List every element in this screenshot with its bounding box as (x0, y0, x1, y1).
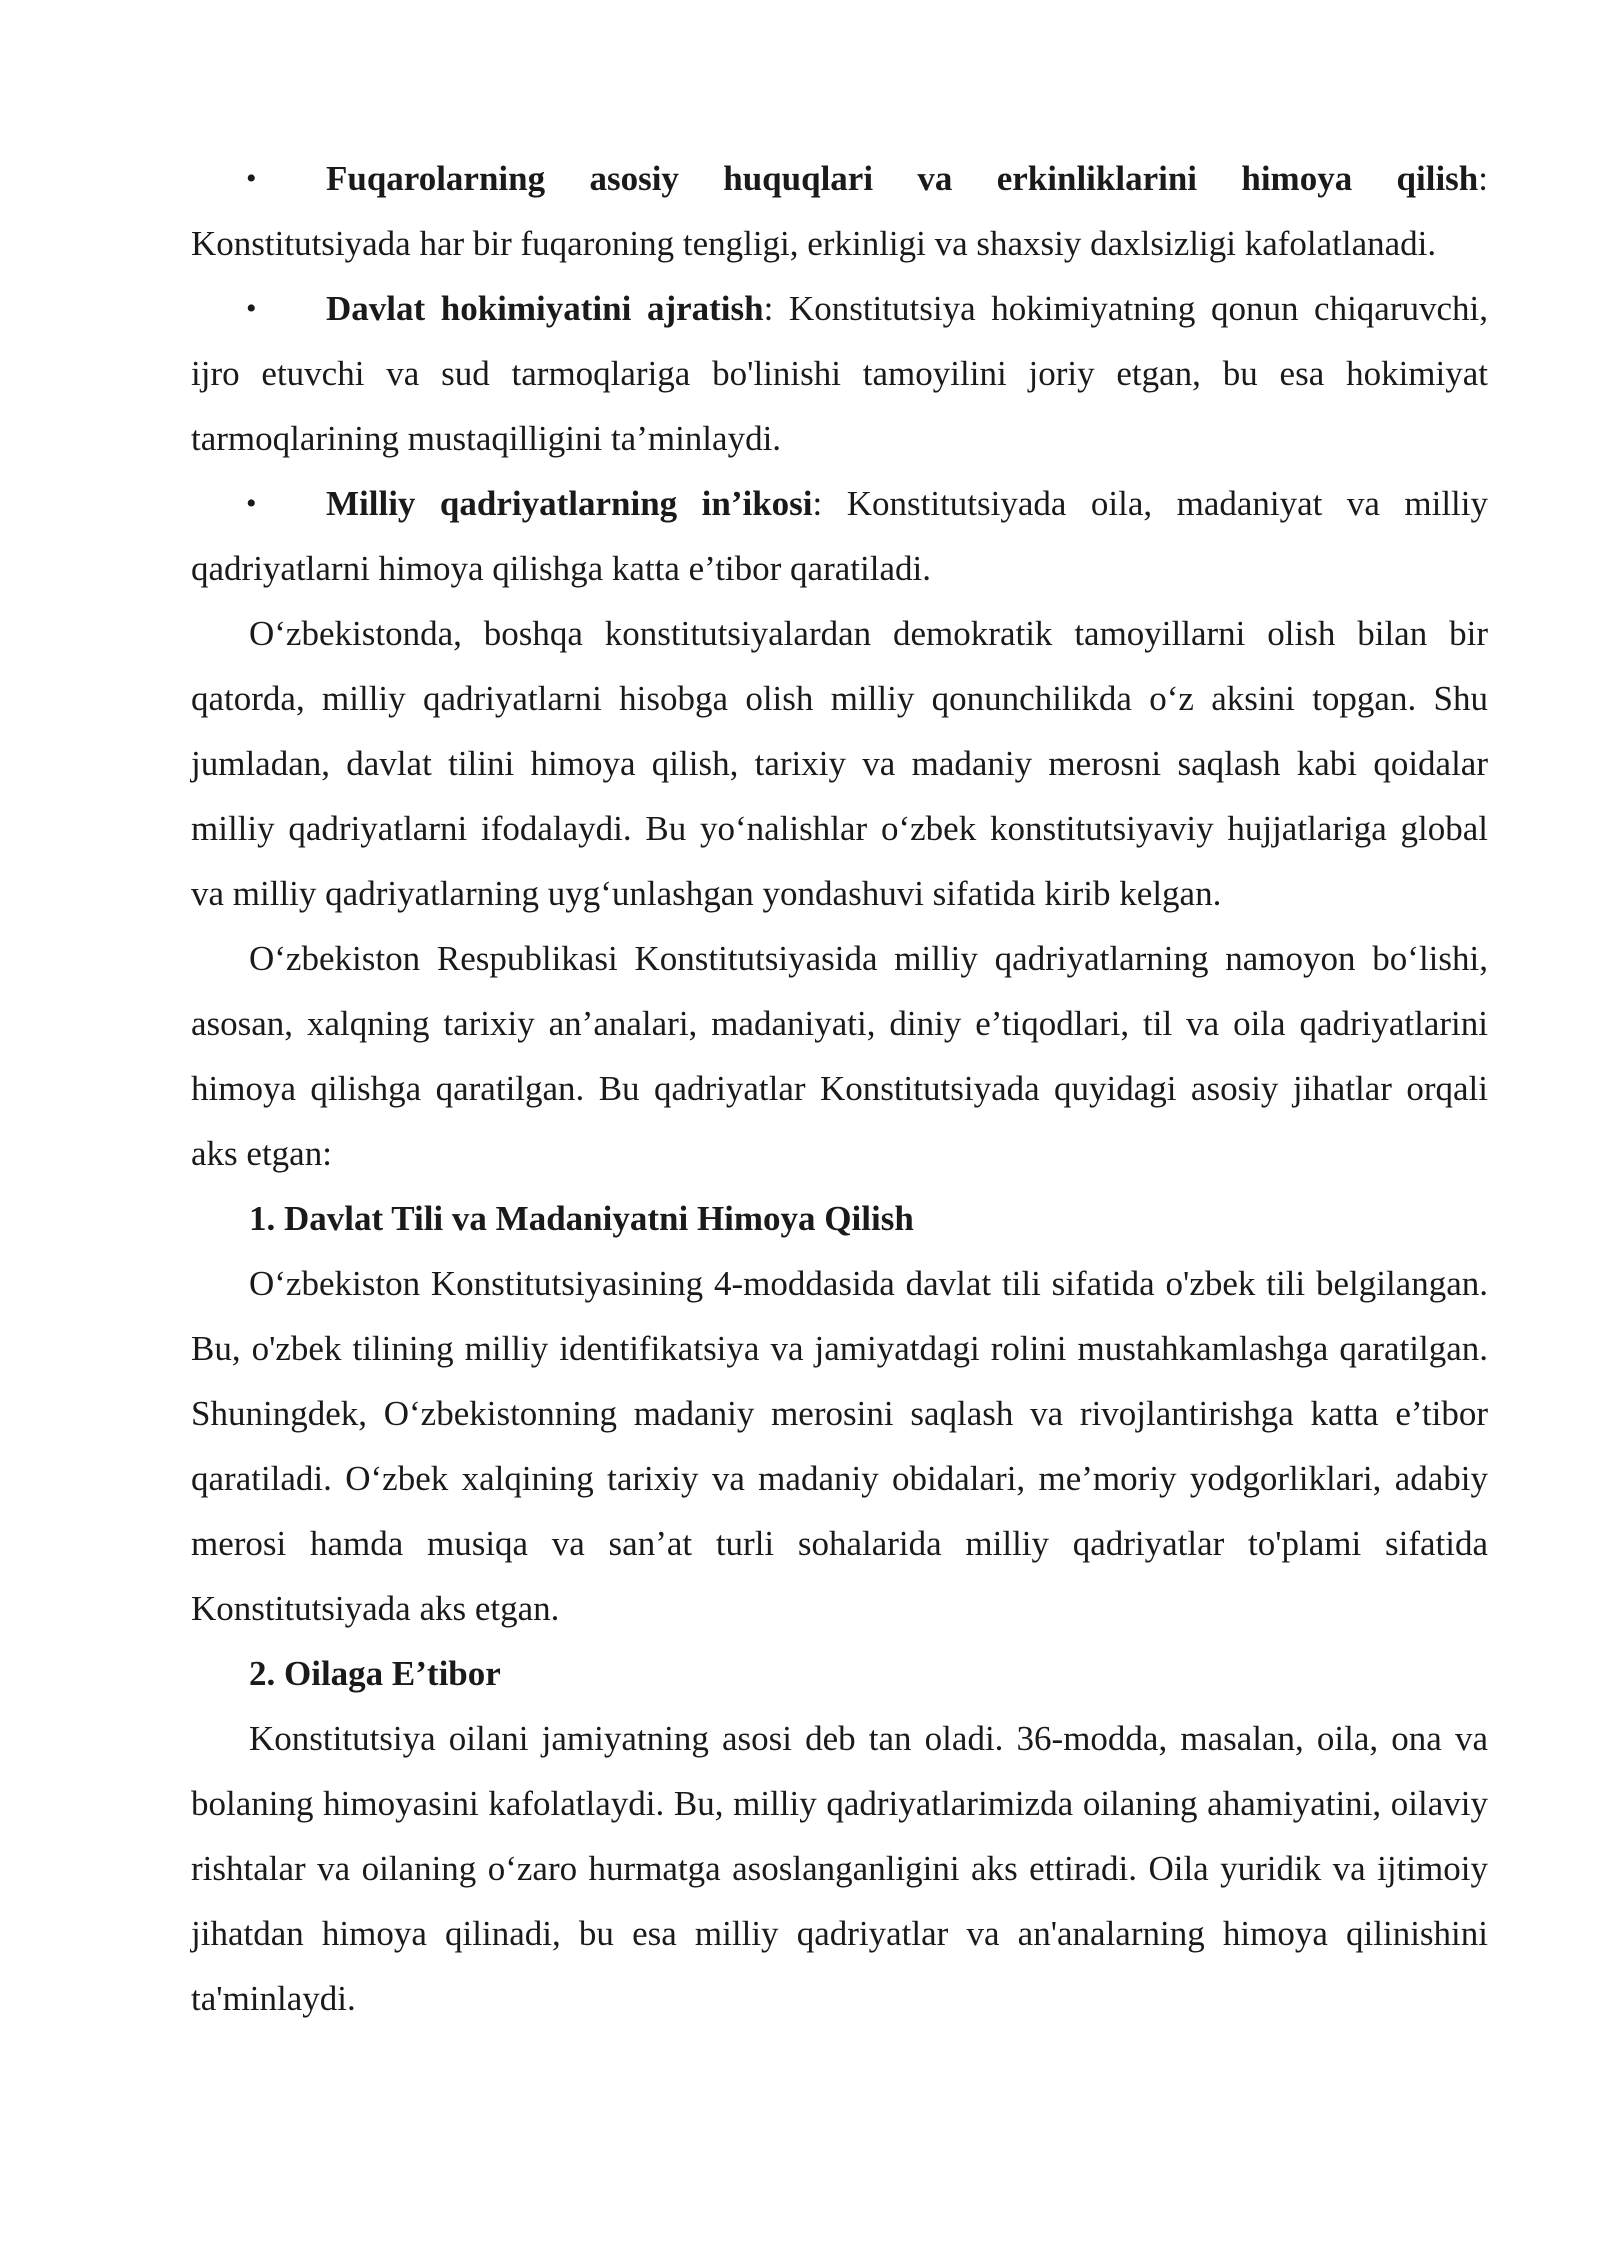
bullet-text: Konstitutsiyada har bir fuqaroning tengligi, erkinligi va shaxsiy daxlsizligi kafolatlanadi. (191, 224, 1437, 263)
document-page (191, 146, 1488, 2031)
bullet-colon: : (812, 484, 823, 523)
paragraph-democratic-principles: O‘zbekistonda, boshqa konstitutsiyalardan demokratik tamoyillarni olish bilan bir qatorda, milliy qadriyatlarni hisobga olish milliy qonunchilikda o‘z aksini topgan. Shu jumladan, davlat tilini himoya qilish, tarixiy va madaniy merosni saqlash kabi qoidalar milliy qadriyatlarni ifodalaydi. Bu yo‘nalishlar o‘zbek konstitutsiyaviy hujjatlariga global va milliy qadriyatlarning uyg‘unlashgan yondashuvi sifatida kirib kelgan. (191, 614, 1488, 913)
bullet-term: Fuqarolarning asosiy huquqlari va erkinliklarini himoya qilish (326, 159, 1479, 198)
bullet-text: Konstitutsiya hokimiyatning qonun chiqaruvchi, ijro etuvchi va sud tarmoqlariga bo'linishi tamoyilini joriy etgan, bu esa hokimiyat tarmoqlarining mustaqilligini ta’minlaydi. (191, 289, 1488, 458)
bullet-colon: : (763, 289, 774, 328)
bullet-icon: • (246, 292, 257, 325)
bullet-term: Davlat hokimiyatini ajratish (326, 289, 764, 328)
section-heading-family: 2. Oilaga E’tibor (249, 1654, 501, 1693)
section-heading-language: 1. Davlat Tili va Madaniyatni Himoya Qilish (249, 1199, 914, 1238)
bullet-text: Konstitutsiyada oila, madaniyat va milliy qadriyatlarni himoya qilishga katta e’tibor qaratiladi. (191, 484, 1488, 588)
bullet-term: Milliy qadriyatlarning in’ikosi (326, 484, 813, 523)
bullet-icon: • (246, 162, 257, 195)
paragraph-state-language: O‘zbekiston Konstitutsiyasining 4-moddasida davlat tili sifatida o'zbek tili belgilangan. Bu, o'zbek tilining milliy identifikatsiya va jamiyatdagi rolini mustahkamlashga qaratilgan. Shuningdek, O‘zbekistonning madaniy merosini saqlash va rivojlantirishga katta e’tibor qaratiladi. O‘zbek xalqining tarixiy va madaniy obidalari, me’moriy yodgorliklari, adabiy merosi hamda musiqa va san’at turli sohalarida milliy qadriyatlar to'plami sifatida Konstitutsiyada aks etgan. (191, 1264, 1488, 1628)
bullet-icon: • (246, 487, 257, 520)
paragraph-family: Konstitutsiya oilani jamiyatning asosi deb tan oladi. 36-modda, masalan, oila, ona va bolaning himoyasini kafolatlaydi. Bu, milliy qadriyatlarimizda oilaning ahamiyatini, oilaviy rishtalar va oilaning o‘zaro hurmatga asoslanganligini aks ettiradi. Oila yuridik va ijtimoiy jihatdan himoya qilinadi, bu esa milliy qadriyatlar va an'analarning himoya qilinishini ta'minlaydi. (191, 1719, 1488, 2018)
bullet-colon: : (1478, 159, 1488, 198)
bullet-item-values (191, 471, 1488, 601)
bullet-item-separation (191, 276, 1488, 471)
paragraph-national-values: O‘zbekiston Respublikasi Konstitutsiyasida milliy qadriyatlarning namoyon bo‘lishi, asosan, xalqning tarixiy an’analari, madaniyati, diniy e’tiqodlari, til va oila qadriyatlarini himoya qilishga qaratilgan. Bu qadriyatlar Konstitutsiyada quyidagi asosiy jihatlar orqali aks etgan: (191, 939, 1488, 1173)
bullet-item-rights (191, 146, 1488, 276)
